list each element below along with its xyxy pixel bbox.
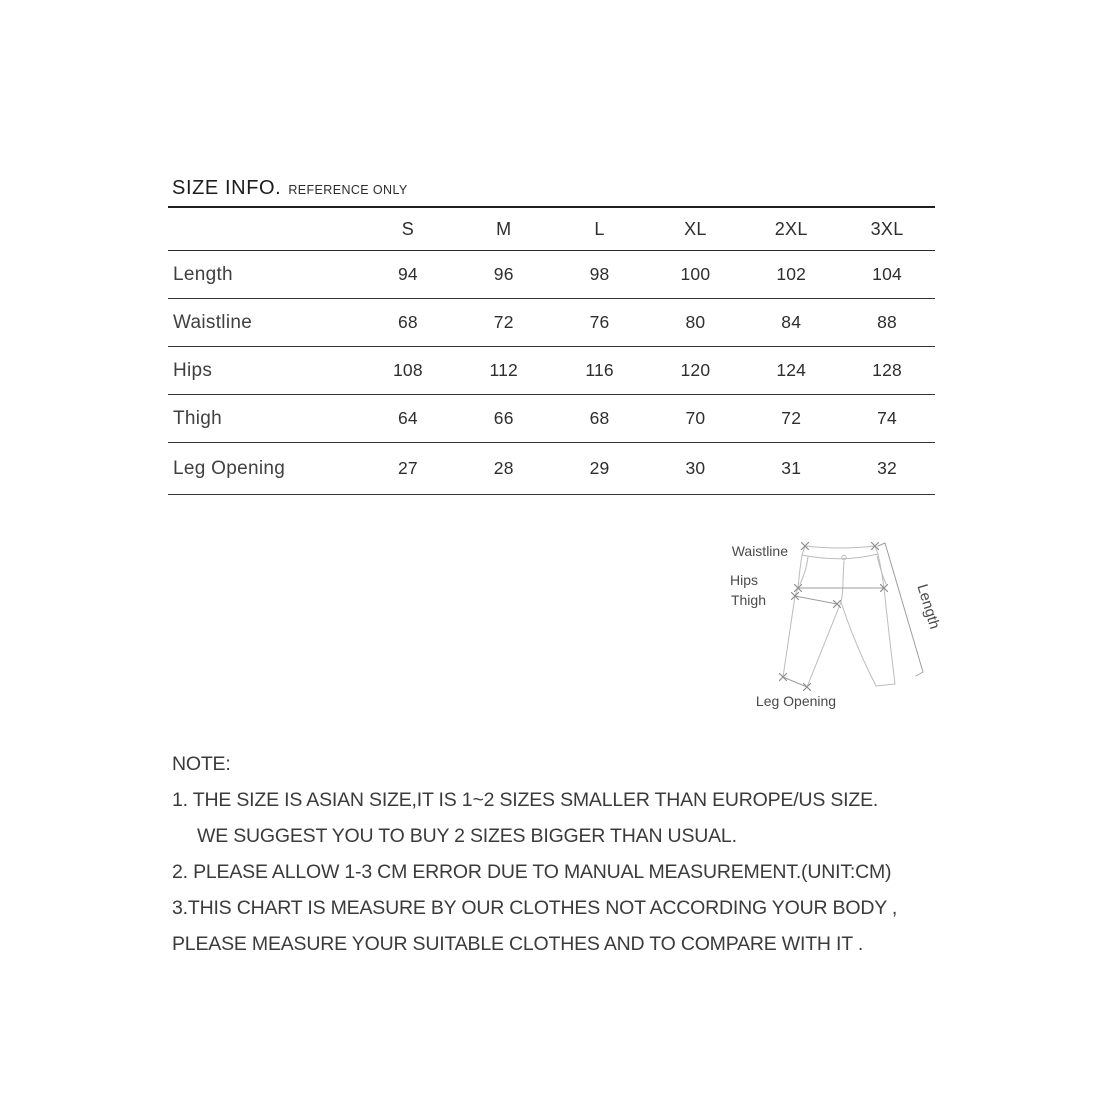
cell: 120 bbox=[647, 347, 743, 395]
cell: 68 bbox=[552, 395, 648, 443]
cell: 116 bbox=[552, 347, 648, 395]
pants-diagram-svg bbox=[690, 520, 970, 730]
row-label: Leg Opening bbox=[168, 443, 360, 495]
pants-outline bbox=[783, 546, 895, 687]
cell: 27 bbox=[360, 443, 456, 495]
size-column-header: XL bbox=[647, 207, 743, 251]
row-label: Length bbox=[168, 251, 360, 299]
diagram-label-length: Length bbox=[913, 582, 944, 632]
cell: 30 bbox=[647, 443, 743, 495]
cell: 124 bbox=[743, 347, 839, 395]
size-table-corner-cell bbox=[168, 207, 360, 251]
page-subtitle-text: REFERENCE ONLY bbox=[288, 183, 408, 197]
cell: 84 bbox=[743, 299, 839, 347]
size-table-header-row bbox=[168, 207, 935, 251]
cell: 72 bbox=[456, 299, 552, 347]
note-line-1: 1. THE SIZE IS ASIAN SIZE,IT IS 1~2 SIZES SMALLER THAN EUROPE/US SIZE. bbox=[172, 789, 879, 811]
page-title-text: SIZE INFO. bbox=[172, 177, 282, 199]
size-column-header: S bbox=[360, 207, 456, 251]
page-title bbox=[172, 176, 408, 202]
size-column-header: L bbox=[552, 207, 648, 251]
notes-section bbox=[172, 746, 992, 962]
cell: 94 bbox=[360, 251, 456, 299]
size-table bbox=[168, 206, 935, 495]
cell: 88 bbox=[839, 299, 935, 347]
cell: 112 bbox=[456, 347, 552, 395]
row-label: Hips bbox=[168, 347, 360, 395]
cell: 64 bbox=[360, 395, 456, 443]
notes-heading: NOTE: bbox=[172, 753, 231, 775]
cell: 98 bbox=[552, 251, 648, 299]
cell: 102 bbox=[743, 251, 839, 299]
cell: 96 bbox=[456, 251, 552, 299]
cell: 108 bbox=[360, 347, 456, 395]
cell: 66 bbox=[456, 395, 552, 443]
cell: 100 bbox=[647, 251, 743, 299]
table-row-leg-opening bbox=[168, 443, 935, 495]
diagram-label-thigh: Thigh bbox=[730, 592, 766, 608]
row-label: Waistline bbox=[168, 299, 360, 347]
measure-x-marks bbox=[780, 543, 888, 691]
table-row-thigh bbox=[168, 395, 935, 443]
diagram-label-waistline: Waistline bbox=[731, 543, 788, 559]
size-column-header: M bbox=[456, 207, 552, 251]
cell: 80 bbox=[647, 299, 743, 347]
table-row-length bbox=[168, 251, 935, 299]
note-line-3b: PLEASE MEASURE YOUR SUITABLE CLOTHES AND TO COMPARE WITH IT . bbox=[172, 933, 864, 955]
cell: 128 bbox=[839, 347, 935, 395]
table-row-hips bbox=[168, 347, 935, 395]
cell: 32 bbox=[839, 443, 935, 495]
table-row-waistline bbox=[168, 299, 935, 347]
size-column-header: 3XL bbox=[839, 207, 935, 251]
cell: 74 bbox=[839, 395, 935, 443]
pants-measurement-diagram bbox=[690, 520, 970, 730]
diagram-label-leg-opening: Leg Opening bbox=[755, 693, 837, 709]
measurement-lines bbox=[783, 543, 923, 687]
note-line-1b: WE SUGGEST YOU TO BUY 2 SIZES BIGGER THAN USUAL. bbox=[197, 825, 737, 847]
note-line-2: 2. PLEASE ALLOW 1-3 CM ERROR DUE TO MANUAL MEASUREMENT.(UNIT:CM) bbox=[172, 861, 892, 883]
note-line-3: 3.THIS CHART IS MEASURE BY OUR CLOTHES NOT ACCORDING YOUR BODY , bbox=[172, 897, 898, 919]
cell: 76 bbox=[552, 299, 648, 347]
cell: 104 bbox=[839, 251, 935, 299]
cell: 68 bbox=[360, 299, 456, 347]
diagram-label-hips: Hips bbox=[729, 572, 758, 588]
cell: 29 bbox=[552, 443, 648, 495]
cell: 72 bbox=[743, 395, 839, 443]
row-label: Thigh bbox=[168, 395, 360, 443]
cell: 31 bbox=[743, 443, 839, 495]
cell: 70 bbox=[647, 395, 743, 443]
size-column-header: 2XL bbox=[743, 207, 839, 251]
cell: 28 bbox=[456, 443, 552, 495]
